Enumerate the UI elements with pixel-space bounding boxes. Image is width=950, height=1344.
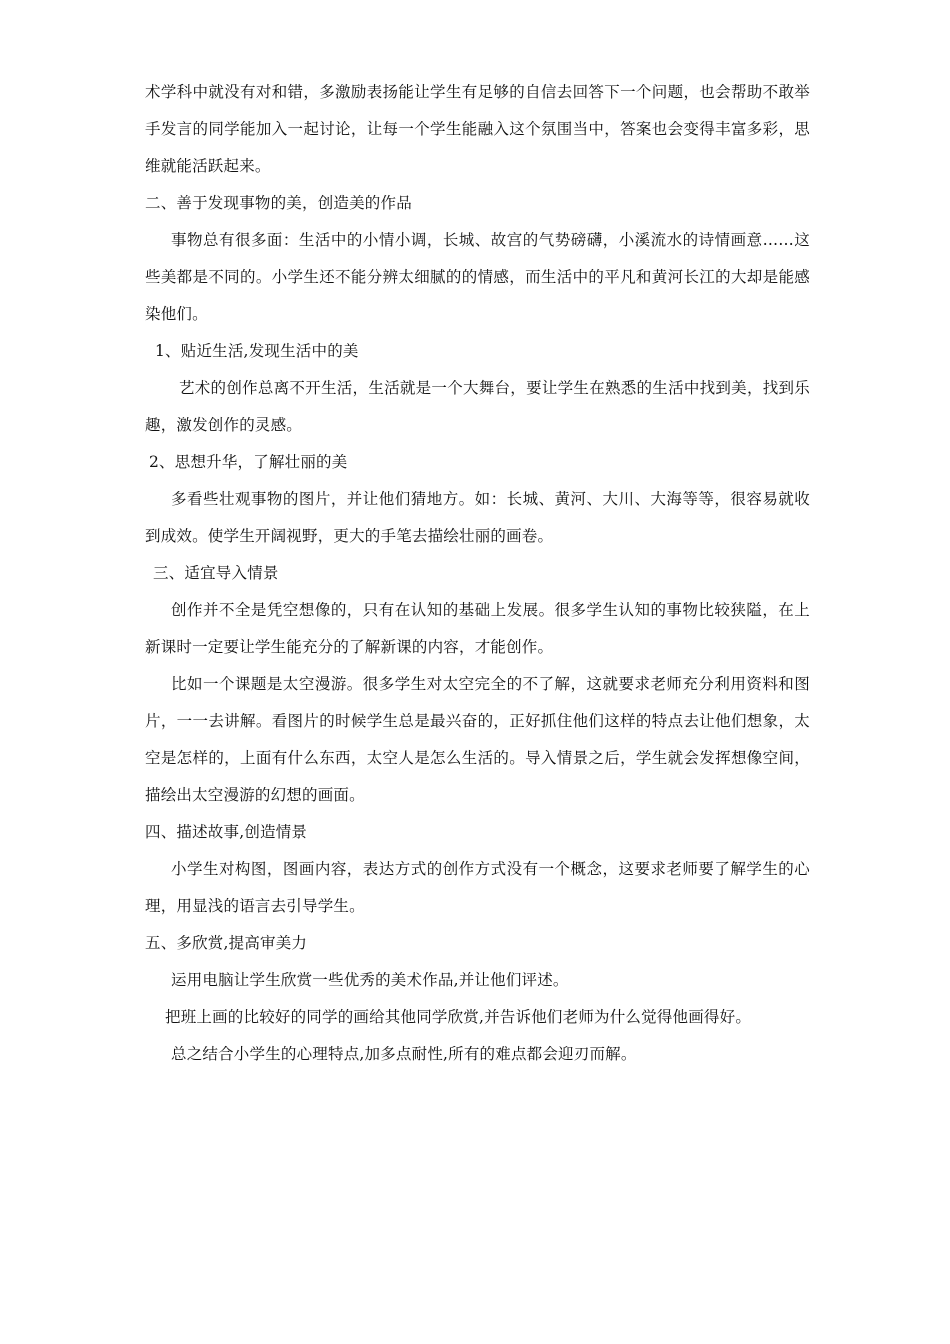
- heading-section-3: 三、适宜导入情景: [153, 564, 279, 582]
- paragraph-many-facets: 事物总有很多面：生活中的小情小调，长城、故宫的气势磅礴，小溪流水的诗情画意……这些美都是不同的。小学生还不能分辨太细腻的的情感，而生活中的平凡和黄河长江的大却是能感染他们。: [145, 231, 810, 323]
- heading-section-4: 四、描述故事,创造情景: [145, 823, 308, 841]
- document-body: [145, 74, 810, 1073]
- paragraph-art-from-life: 艺术的创作总离不开生活，生活就是一个大舞台，要让学生在熟悉的生活中找到美，找到乐趣，激发创作的灵感。: [145, 379, 810, 434]
- paragraph-composition: 小学生对构图，图画内容，表达方式的创作方式没有一个概念，这要求老师要了解学生的心理，用显浅的语言去引导学生。: [145, 860, 810, 915]
- paragraph-magnificent-pictures: 多看些壮观事物的图片，并让他们猜地方。如：长城、黄河、大川、大海等等，很容易就收到成效。使学生开阔视野，更大的手笔去描绘壮丽的画卷。: [145, 490, 810, 545]
- paragraph-computer-appreciation: 运用电脑让学生欣赏一些优秀的美术作品,并让他们评述。: [171, 971, 569, 989]
- paragraph-space-travel: 比如一个课题是太空漫游。很多学生对太空完全的不了解，这就要求老师充分利用资料和图片，一一去讲解。看图片的时候学生总是最兴奋的，正好抓住他们这样的特点去让他们想象，太空是怎样的，上面有什么东西，太空人是怎么生活的。导入情景之后，学生就会发挥想像空间，描绘出太空漫游的幻想的画面。: [145, 675, 810, 804]
- paragraph-creation-cognition: 创作并不全是凭空想像的，只有在认知的基础上发展。很多学生认知的事物比较狭隘，在上新课时一定要让学生能充分的了解新课的内容，才能创作。: [145, 601, 810, 656]
- paragraph-encouragement: 术学科中就没有对和错，多激励表扬能让学生有足够的自信去回答下一个问题，也会帮助不敢举手发言的同学能加入一起讨论，让每一个学生能融入这个氛围当中，答案也会变得丰富多彩，思维就能活跃起来。: [145, 83, 810, 175]
- paragraph-conclusion: 总之结合小学生的心理特点,加多点耐性,所有的难点都会迎刃而解。: [171, 1045, 637, 1063]
- heading-section-5: 五、多欣赏,提高审美力: [145, 934, 308, 952]
- heading-item-1: 1、贴近生活,发现生活中的美: [155, 342, 359, 360]
- heading-item-2: 2、思想升华，了解壮丽的美: [149, 453, 348, 471]
- paragraph-class-paintings: 把班上画的比较好的同学的画给其他同学欣赏,并告诉他们老师为什么觉得他画得好。: [165, 1008, 752, 1026]
- heading-section-2: 二、善于发现事物的美，创造美的作品: [145, 194, 412, 212]
